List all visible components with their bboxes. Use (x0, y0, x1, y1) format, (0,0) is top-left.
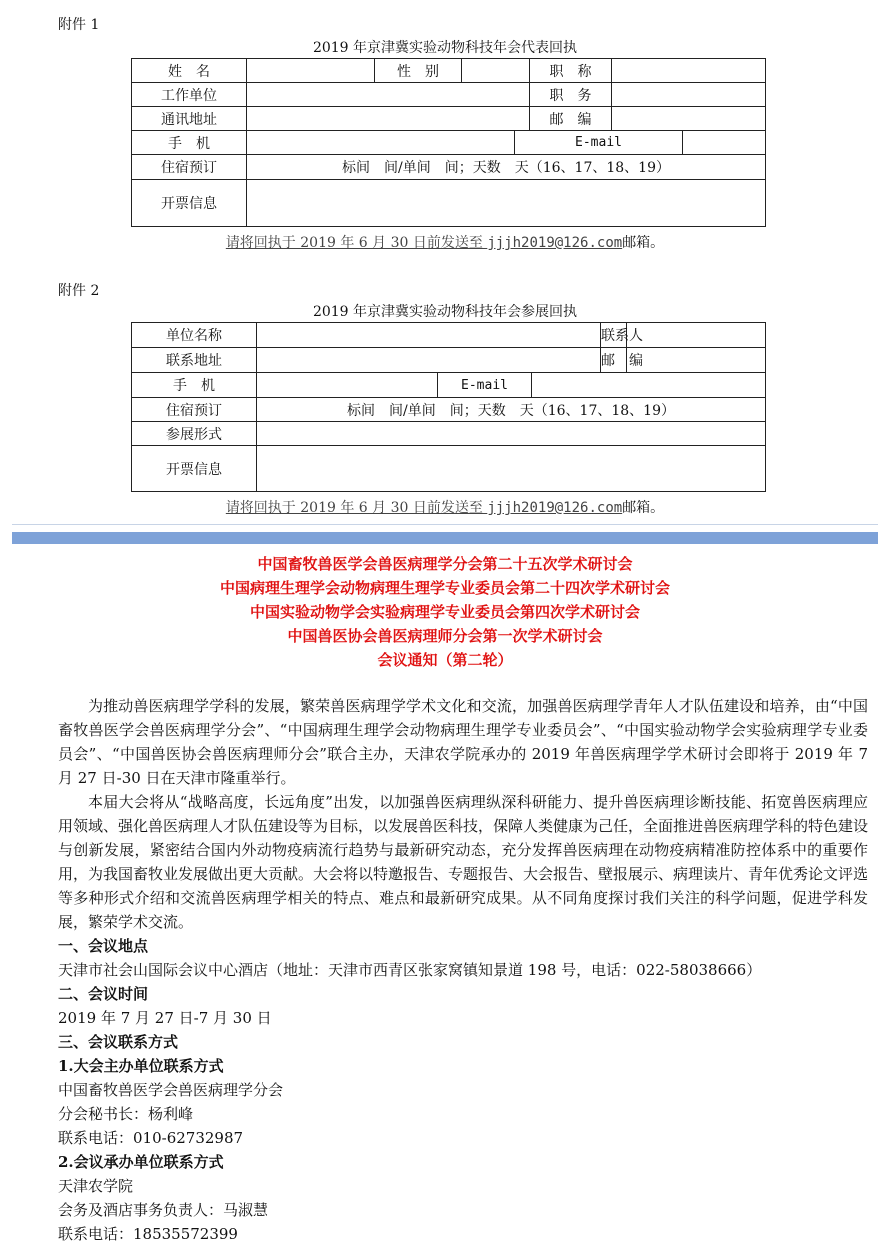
gender-input[interactable] (462, 59, 530, 83)
section-time-text: 2019 年 7 月 27 日-7 月 30 日 (58, 1009, 272, 1027)
note-suffix: 邮箱。 (622, 235, 665, 251)
attachment1-label: 附件 1 (58, 17, 100, 33)
mobile-label: 手 机 (132, 131, 247, 155)
unit-name-input[interactable] (257, 323, 601, 348)
form1-row-name (132, 59, 766, 83)
work-unit-input[interactable] (247, 83, 530, 107)
attachment2-title: 2019 年京津冀实验动物科技年会参展回执 (312, 304, 578, 320)
address-label: 联系地址 (132, 348, 257, 373)
address-input[interactable] (247, 107, 530, 131)
form1-row-lodging (132, 155, 766, 180)
note-text: 请将回执于 2019 年 6 月 30 日前发送至 (225, 235, 488, 251)
attachment2-note (0, 497, 890, 517)
position-label: 职 务 (530, 83, 612, 107)
exhibit-form-label: 参展形式 (132, 422, 257, 446)
section-contact-heading: 三、会议联系方式 (58, 1033, 179, 1051)
invoice-label: 开票信息 (132, 180, 247, 227)
notice-title-5: 会议通知（第二轮） (377, 651, 513, 669)
postcode-label: 邮 编 (530, 107, 612, 131)
job-title-label: 职 称 (530, 59, 612, 83)
notice-intro (58, 694, 868, 934)
invoice-input[interactable] (257, 446, 766, 492)
notice-title-4: 中国兽医协会兽医病理师分会第一次学术研讨会 (287, 627, 603, 645)
lodging-label: 住宿预订 (132, 398, 257, 422)
invoice-input[interactable] (247, 180, 766, 227)
attachment1-title: 2019 年京津冀实验动物科技年会代表回执 (312, 40, 578, 56)
position-input[interactable] (612, 83, 766, 107)
invoice-label: 开票信息 (132, 446, 257, 492)
section-time-heading: 二、会议时间 (58, 985, 149, 1003)
contact-host-phone: 联系电话：18535572399 (58, 1225, 238, 1243)
mobile-input[interactable] (257, 373, 438, 398)
note-email-link[interactable]: jjjh2019@126.com (487, 500, 623, 516)
email-label: E-mail (438, 373, 532, 398)
exhibit-form-input[interactable] (257, 422, 766, 446)
form1-row-address (132, 107, 766, 131)
work-unit-label: 工作单位 (132, 83, 247, 107)
form1-row-mobile (132, 131, 766, 155)
form2-row-invoice (132, 446, 766, 492)
contact-input[interactable] (627, 323, 766, 348)
address-input[interactable] (257, 348, 601, 373)
lodging-options[interactable]: 标间 间/单间 间；天数 天（16、17、18、19） (257, 398, 766, 422)
form2-row-unit (132, 323, 766, 348)
note-suffix: 邮箱。 (622, 500, 665, 516)
name-input[interactable] (247, 59, 375, 83)
section-divider-line (12, 524, 878, 525)
note-text: 请将回执于 2019 年 6 月 30 日前发送至 (225, 500, 488, 516)
contact-label: 联系人 (601, 323, 627, 348)
contact-host-person: 会务及酒店事务负责人：马淑慧 (58, 1201, 269, 1219)
intro-paragraph-1: 为推动兽医病理学学科的发展，繁荣兽医病理学学术文化和交流，加强兽医病理学青年人才队伍建设和培养，由“中国畜牧兽医学会兽医病理学分会”、“中国病理生理学会动物病理生理学专业委员会”、“中国实验动物学会实验病理学专业委员会”、“中国兽医协会兽医病理师分会”联合主办，天津农学院承办的 2019 年兽医病理学学术研讨会即将于 2019 年 7 月 27 日-30 日在天津市隆重举行。 (58, 697, 868, 787)
mobile-label: 手 机 (132, 373, 257, 398)
notice-title-3: 中国实验动物学会实验病理学专业委员会第四次学术研讨会 (249, 603, 640, 621)
contact-organizer-org: 中国畜牧兽医学会兽医病理学分会 (58, 1081, 284, 1099)
intro-paragraph-2: 本届大会将从“战略高度，长远角度”出发，以加强兽医病理纵深科研能力、提升兽医病理诊断技能、拓宽兽医病理应用领域、强化兽医病理人才队伍建设等为目标，以发展兽医科技，保障人类健康为己任，全面推进兽医病理学科的特色建设与创新发展，紧密结合国内外动物疫病流行趋势与最新研究动态，充分发挥兽医病理在动物疫病精准防控体系中的重要作用，为我国畜牧业发展做出更大贡献。大会将以特邀报告、专题报告、大会报告、壁报展示、病理读片、青年优秀论文评选等多种形式介绍和交流兽医病理学相关的特点、难点和最新研究成果。从不同角度探讨我们关注的科学问题，促进学科发展，繁荣学术交流。 (58, 793, 869, 931)
job-title-input[interactable] (612, 59, 766, 83)
email-label: E-mail (515, 131, 683, 155)
section-venue-text: 天津市社会山国际会议中心酒店（地址：天津市西青区张家窝镇知景道 198 号，电话：022-58038666） (58, 961, 762, 979)
attachment2-label: 附件 2 (58, 283, 100, 299)
attachment2-form-table (131, 322, 766, 492)
mobile-input[interactable] (247, 131, 515, 155)
email-input[interactable] (683, 131, 766, 155)
form2-row-lodging (132, 398, 766, 422)
lodging-label: 住宿预订 (132, 155, 247, 180)
form1-row-invoice (132, 180, 766, 227)
lodging-options[interactable]: 标间 间/单间 间；天数 天（16、17、18、19） (247, 155, 766, 180)
name-label: 姓 名 (132, 59, 247, 83)
address-label: 通讯地址 (132, 107, 247, 131)
contact-organizer-phone: 联系电话：010-62732987 (58, 1129, 244, 1147)
form2-row-address (132, 348, 766, 373)
form2-row-mobile (132, 373, 766, 398)
form1-row-work-unit (132, 83, 766, 107)
postcode-input[interactable] (612, 107, 766, 131)
section-venue-heading: 一、会议地点 (58, 937, 149, 955)
attachment1-note (0, 232, 890, 252)
note-email-link[interactable]: jjjh2019@126.com (487, 235, 623, 251)
contact-host-org: 天津农学院 (58, 1177, 134, 1195)
postcode-label: 邮 编 (601, 348, 627, 373)
contact-organizer-person: 分会秘书长：杨利峰 (58, 1105, 194, 1123)
attachment1-form-table (131, 58, 766, 227)
form2-row-exhibit (132, 422, 766, 446)
gender-label: 性 别 (375, 59, 462, 83)
email-input[interactable] (532, 373, 766, 398)
notice-title-2: 中国病理生理学会动物病理生理学专业委员会第二十四次学术研讨会 (219, 579, 670, 597)
contact-organizer-heading: 1.大会主办单位联系方式 (58, 1057, 224, 1075)
postcode-input[interactable] (627, 348, 766, 373)
unit-name-label: 单位名称 (132, 323, 257, 348)
notice-title-1: 中国畜牧兽医学会兽医病理学分会第二十五次学术研讨会 (257, 555, 633, 573)
section-divider-banner (12, 532, 878, 544)
contact-host-heading: 2.会议承办单位联系方式 (58, 1153, 224, 1171)
